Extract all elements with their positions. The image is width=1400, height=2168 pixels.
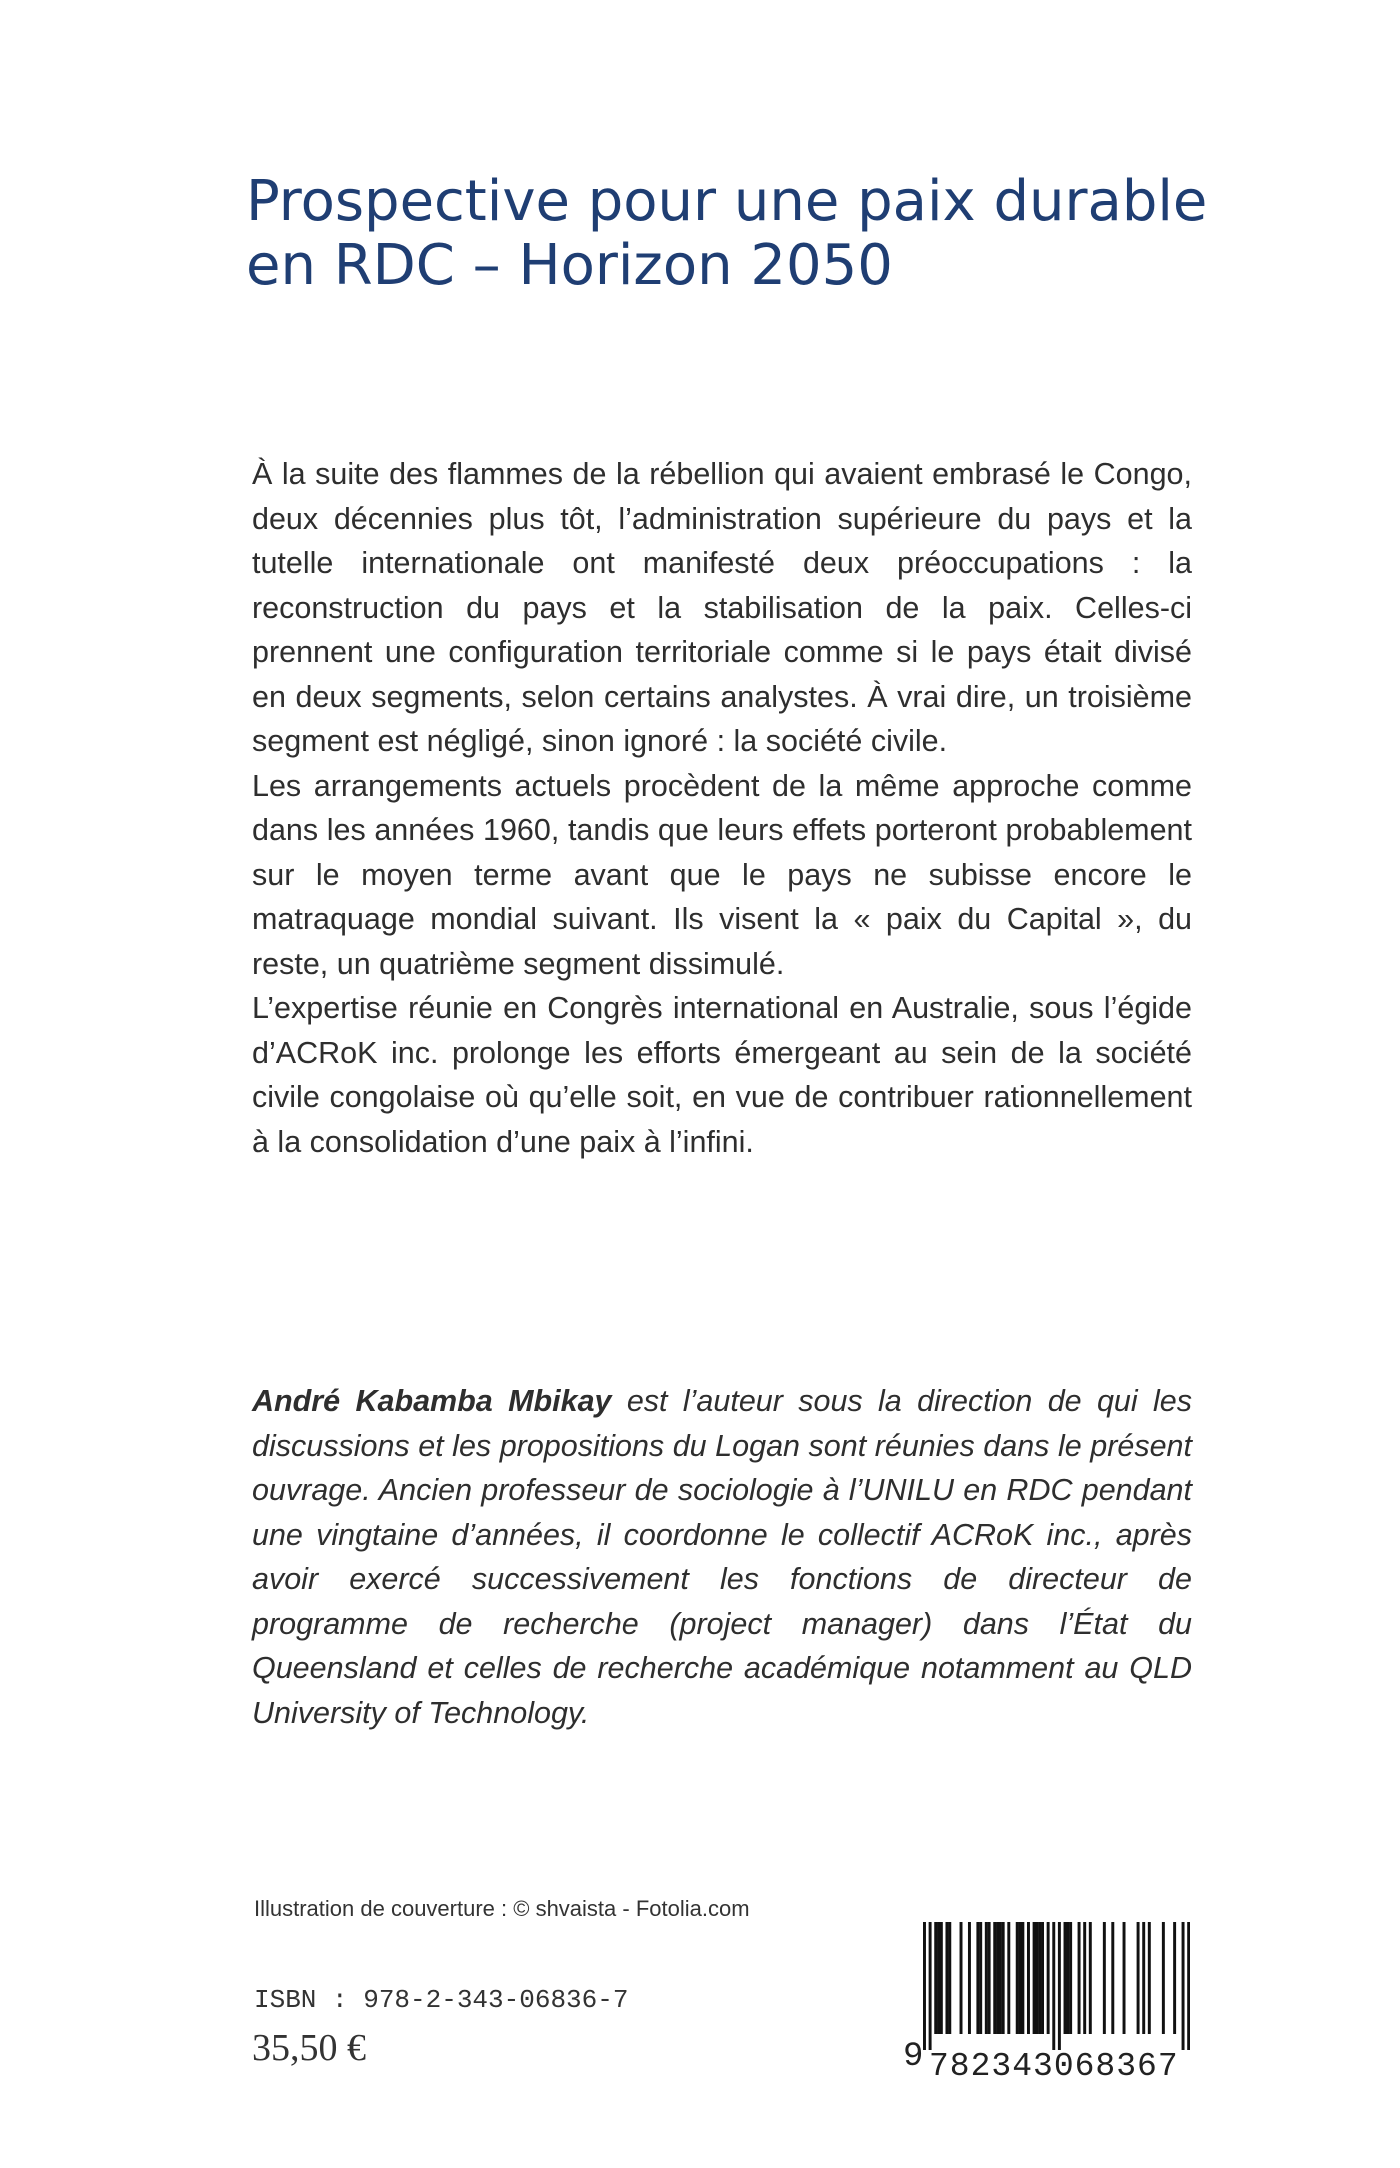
barcode-bar [968,1922,971,2034]
barcode-bar [1064,1922,1067,2034]
barcode-bar [1019,1922,1022,2034]
barcode-bar [993,1922,996,2034]
barcode-first-digit: 9 [903,2038,924,2076]
barcode-bar [948,1922,951,2034]
barcode-bar [940,1922,943,2034]
title-line-2: en RDC – Horizon 2050 [246,233,893,298]
barcode-bar [988,1922,991,2034]
barcode-bar [996,1922,999,2034]
barcode-bar [1035,1922,1038,2034]
barcode-bar [1111,1922,1114,2034]
barcode-bar [1103,1922,1106,2034]
barcode-bar [1069,1922,1072,2034]
barcode-bar [1027,1922,1030,2034]
barcode-bar [923,1922,926,2050]
barcode-bar [1033,1922,1036,2034]
barcode-bar [1162,1922,1165,2034]
barcode-bar [1187,1922,1190,2050]
barcode-bar [937,1922,940,2034]
barcode-bar [960,1922,963,2034]
barcode-bar [1078,1922,1081,2034]
isbn: ISBN : 978-2-343-06836-7 [254,1985,629,2015]
barcode-bar [1066,1922,1069,2034]
barcode-bar [1007,1922,1010,2034]
barcode-bar [1052,1922,1055,2050]
barcode-bar [976,1922,979,2034]
barcode-digits: 782343068367 [929,2048,1179,2085]
barcode-bar [1016,1922,1019,2034]
barcode-bar [1148,1922,1151,2034]
barcode-bar [1038,1922,1041,2034]
author-name: André Kabamba Mbikay [252,1384,612,1418]
price: 35,50 € [252,2027,366,2069]
barcode-bar [1047,1922,1050,2034]
author-bio [252,1379,1192,1735]
barcode-bar [1083,1922,1086,2034]
barcode-bar [1182,1922,1185,2050]
barcode-bar [1142,1922,1145,2034]
barcode-bar [999,1922,1002,2034]
barcode-bar [929,1922,932,2050]
barcode-bar [979,1922,982,2034]
barcode-bar [1021,1922,1024,2034]
summary-paragraph: L’expertise réunie en Congrès international en Australie, sous l’égide d’ACRoK inc. prolonge les efforts émergeant au sein de la société civile congolaise où qu’elle soit, en vue de contribuer rationnellement à la consolidation d’une paix à l’infini. [252,991,1192,1159]
author-bio-paragraph [252,1379,1192,1735]
barcode-bar [934,1922,937,2034]
barcode-bar [1041,1922,1044,2034]
barcode-bar [1173,1922,1176,2034]
barcode-bar [1089,1922,1092,2034]
summary-paragraph: À la suite des flammes de la rébellion qui avaient embrasé le Congo, deux décennies plus tôt, l’administration supérieure du pays et la tutelle internationale ont manifesté deux préoccupations : la reconstruction du pays et la stabilisation de la paix. Celles-ci prennent une configuration territoriale comme si le pays était divisé en deux segments, selon certains analystes. À vrai dire, un troisième segment est négligé, sinon ignoré : la société civile. [252,457,1192,758]
author-bio-text: est l’auteur sous la direction de qui les discussions et les propositions du Logan sont réunies dans le présent ouvrage. Ancien professeur de sociologie à l’UNILU en RDC pendant une vingtaine d’années, il coordonne le collectif ACRoK inc., après avoir exercé successivement les fonctions de directeur de programme de recherche (project manager) dans l’État du Queensland et celles de recherche académique notamment au QLD University of Technology. [252,1384,1192,1730]
barcode-bar [945,1922,948,2034]
book-summary [252,452,1192,1164]
barcode-bars [923,1922,1190,2050]
title-line-1: Prospective pour une paix durable [246,169,1208,234]
illustration-credit: Illustration de couverture : © shvaista - Fotolia.com [254,1896,750,1921]
barcode-bar [1123,1922,1126,2034]
summary-paragraph: Les arrangements actuels procèdent de la même approche comme dans les années 1960, tandis que leurs effets porteront probablement sur le moyen terme avant que le pays ne subisse encore le matraquage mondial suivant. Ils visent la « paix du Capital », du reste, un quatrième segment dissimulé. [252,768,1192,981]
barcode [903,1922,1190,2085]
barcode-bar [1002,1922,1005,2034]
barcode-bar [1058,1922,1061,2050]
barcode-bar [985,1922,988,2034]
barcode-bar [1137,1922,1140,2034]
book-title [246,170,1246,298]
